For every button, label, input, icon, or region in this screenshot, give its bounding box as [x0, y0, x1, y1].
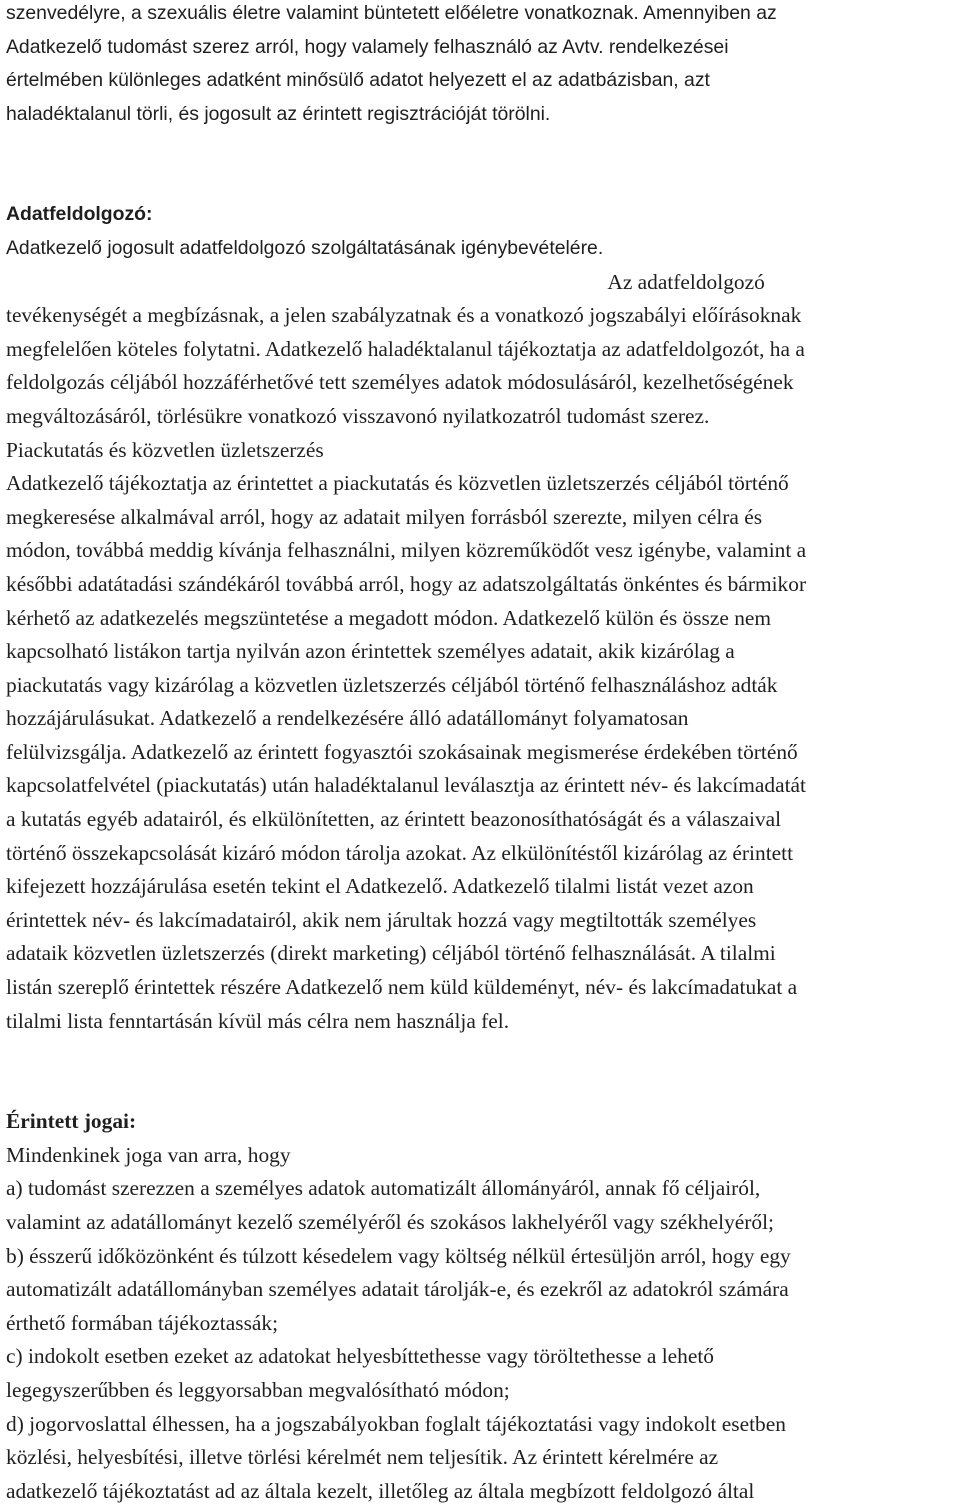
text-line: módon, továbbá meddig kívánja felhasználni, milyen közreműködőt vesz igénybe, valamint a	[6, 538, 807, 563]
list-item: a) tudomást szerezzen a személyes adatok automatizált állományáról, annak fő céljairól,	[6, 1176, 761, 1201]
text-line: közlési, helyesbítési, illetve törlési kérelmét nem teljesítik. Az érintett kérelmére az	[6, 1445, 719, 1470]
section-heading: Piackutatás és közvetlen üzletszerzés	[6, 437, 324, 462]
text-line: valamint az adatállományt kezelő személyéről és szokásos lakhelyéről vagy székhelyéről;	[6, 1210, 774, 1234]
text-line: történő összekapcsolását kizáró módon tárolja azokat. Az elkülönítéstől kizárólag az érintett	[6, 840, 794, 865]
text-line: kapcsolható listákon tartja nyilván azon érintettek személyes adatait, akik kizárólag a	[6, 639, 735, 664]
text-line	[6, 266, 960, 300]
spacer	[6, 1038, 960, 1105]
text-line: érintettek név- és lakcímadatairól, akik nem járultak hozzá vagy megtiltották személyes	[6, 907, 757, 932]
text-line: értelmében különleges adatként minősülő adatot helyezett el az adatbázisban, azt	[6, 69, 710, 92]
text-line: megváltozásáról, törlésükre vonatkozó visszavonó nyilatkozatról tudomást szerez.	[6, 403, 710, 428]
spacer	[6, 131, 960, 198]
text-line: Az adatfeldolgozó	[603, 269, 765, 294]
text-line: haladéktalanul törli, és jogosult az érintett regisztrációját törölni.	[6, 102, 551, 125]
text-line: későbbi adatátadási szándékáról továbbá arról, hogy az adatszolgáltatás önkéntes és bármikor	[6, 571, 807, 596]
text-line: megfelelően köteles folytatni. Adatkezelő haladéktalanul tájékoztatja az adatfeldolgozót, ha a	[6, 336, 805, 361]
text-line: legegyszerűbben és leggyorsabban megvalósítható módon;	[6, 1377, 510, 1402]
text-line: tilalmi lista fenntartásán kívül más célra nem használja fel.	[6, 1008, 510, 1033]
text-line: Adatkezelő tudomást szerez arról, hogy valamely felhasználó az Avtv. rendelkezései	[6, 35, 729, 58]
text-line: kapcsolatfelvétel (piackutatás) után haladéktalanul leválasztja az érintett név- és lakcímadatát	[6, 773, 806, 798]
section-heading: Érintett jogai:	[6, 1109, 137, 1134]
document-page	[6, 0, 960, 1508]
section-heading: Adatfeldolgozó:	[6, 203, 153, 226]
text-line: tevékenységét a megbízásnak, a jelen szabályzatnak és a vonatkozó jogszabályi előírásoknak	[6, 303, 802, 328]
text-line: Adatkezelő tájékoztatja az érintettet a piackutatás és közvetlen üzletszerzés céljából történő	[6, 471, 789, 496]
text-line: Mindenkinek joga van arra, hogy	[6, 1142, 291, 1167]
intro-paragraph	[6, 0, 960, 131]
text-line: adatkezelő tájékoztatást ad az általa kezelt, illetőleg az általa megbízott feldolgozó által	[6, 1478, 755, 1503]
list-item: c) indokolt esetben ezeket az adatokat helyesbíttethesse vagy töröltethesse a lehető	[6, 1344, 714, 1369]
text-line: Adatkezelő jogosult adatfeldolgozó szolgáltatásának igénybevételére.	[6, 236, 604, 259]
text-line: hozzájárulásukat. Adatkezelő a rendelkezésére álló adatállományt folyamatosan	[6, 706, 689, 731]
text-line: adataik közvetlen üzletszerzés (direkt marketing) céljából történő felhasználását. A tilalmi	[6, 941, 776, 966]
list-item: b) ésszerű időközönként és túlzott késedelem vagy költség nélkül értesüljön arról, hogy egy	[6, 1243, 791, 1268]
list-item: d) jogorvoslattal élhessen, ha a jogszabályokban foglalt tájékoztatási vagy indokolt esetben	[6, 1411, 786, 1436]
text-line: kifejezett hozzájárulása esetén tekint el Adatkezelő. Adatkezelő tilalmi listát vezet azon	[6, 874, 754, 899]
text-line: felülvizsgálja. Adatkezelő az érintett fogyasztói szokásainak megismerése érdekében történő	[6, 739, 798, 764]
section-piackutatas	[6, 266, 960, 1039]
text-line: listán szereplő érintettek részére Adatkezelő nem küld küldeményt, név- és lakcímadatukat a	[6, 975, 798, 1000]
text-line: kérhető az adatkezelés megszüntetése a megadott módon. Adatkezelő külön és össze nem	[6, 605, 772, 630]
text-line: automatizált adatállományban személyes adatait tárolják-e, és ezekről az adatokról számára	[6, 1277, 789, 1302]
text-line: a kutatás egyéb adatairól, és elkülönítetten, az érintett beazonosíthatóságát és a válaszaival	[6, 807, 782, 832]
text-line: feldolgozás céljából hozzáférhetővé tett személyes adatok módosulásáról, kezelhetőségének	[6, 370, 794, 395]
text-line: szenvedélyre, a szexuális életre valamint büntetett előéletre vonatkoznak. Amennyiben az	[6, 2, 777, 24]
text-line: érthető formában tájékoztassák;	[6, 1310, 279, 1335]
text-line: megkeresése alkalmával arról, hogy az adatait milyen forrásból szerezte, milyen célra és	[6, 504, 763, 529]
text-line: piackutatás vagy kizárólag a közvetlen üzletszerzés céljából történő felhasználáshoz adták	[6, 672, 778, 697]
section-erintett-jogai	[6, 1105, 960, 1508]
